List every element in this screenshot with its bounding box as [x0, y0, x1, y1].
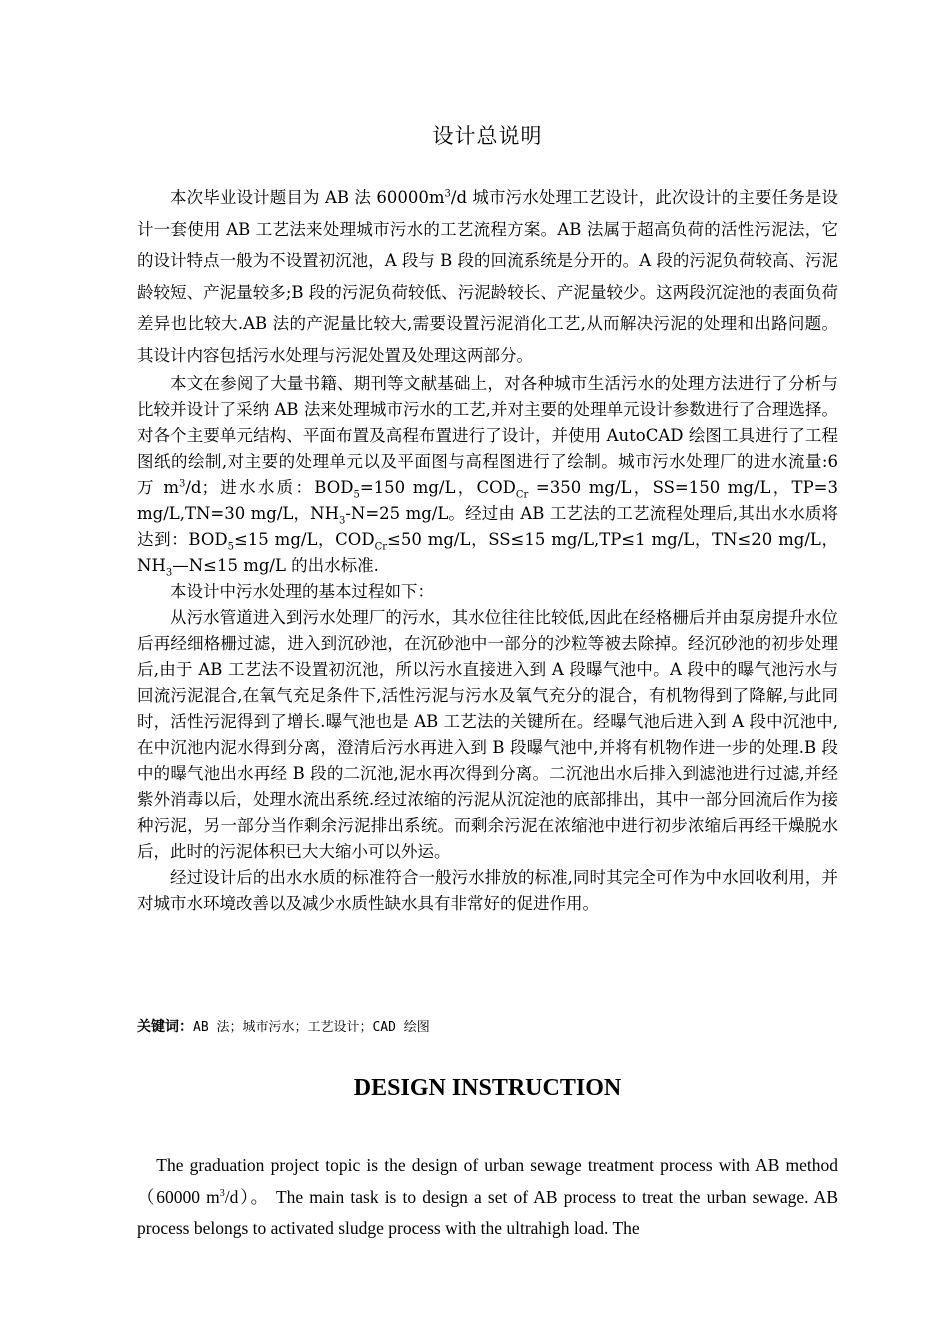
en-paragraph-1-text-b: /d）。 The main task is to design a set of AB process to treat the urban sewage. AB process belongs to activated sludge process with the ultrahigh load. The — [137, 1186, 838, 1238]
subscript-3: 3 — [338, 515, 346, 527]
paragraph-2-text-b: /d；进水水质：BOD — [185, 478, 354, 497]
paragraph-1 — [137, 182, 838, 371]
cn-abstract — [137, 182, 838, 917]
cn-title: 设计总说明 — [432, 124, 543, 148]
paragraph-4: 从污水管道进入到污水处理厂的污水，其水位往往比较低,因此在经格栅后并由泵房提升水位后再经细格栅过滤，进入到沉砂池，在沉砂池中一部分的沙粒等被去除掉。经沉砂池的初步处理后,由于 AB 工艺法不设置初沉池，所以污水直接进入到 A 段曝气池中。A 段中的曝气池污水与回流污泥混合,在氧气充足条件下,活性污泥与污水及氧气充分的混合，有机物得到了降解,与此同时，活性污泥得到了增长.曝气池也是 AB 工艺法的关键所在。经曝气池后进入到 A 段中沉池中,在中沉池内泥水得到分离，澄清后污水再进入到 B 段曝气池中,并将有机物作进一步的处理.B 段中的曝气池出水再经 B 段的二沉池,泥水再次得到分离。二沉池出水后排入到滤池进行过滤,并经紫外消毒以后，处理水流出系统.经过浓缩的污泥从沉淀池的底部排出，其中一部分回流后作为接种污泥，另一部分当作剩余污泥排出系统。而剩余污泥在浓缩池中进行初步浓缩后再经干燥脱水后，此时的污泥体积已大大缩小可以外运。 — [137, 608, 838, 861]
paragraph-2-text-f: ≤15 mg/L，COD — [233, 530, 375, 549]
paragraph-2 — [137, 371, 838, 579]
superscript-3: 3 — [219, 1187, 225, 1199]
paragraph-2-text-e: -N=25 mg/L。经过由 AB 工艺法的工艺流程处理后,其出水水质将达到：BOD — [137, 504, 838, 549]
keywords-label: 关键词： — [137, 1019, 193, 1035]
subscript-5: 5 — [227, 541, 234, 553]
subscript-cr: Cr — [374, 541, 388, 553]
paragraph-1-text-b: /d 城市污水处理工艺设计，此次设计的主要任务是设计一套使用 AB 工艺法来处理城市污水的工艺流程方案。AB 法属于超高负荷的活性污泥法，它的设计特点一般为不设置初沉池，A 段与 B 段的回流系统是分开的。A 段的污泥负荷较高、污泥龄较短、产泥量较多;B 段的污泥负荷较低、污泥龄较长、产泥量较少。这两段沉淀池的表面负荷差异也比较大.AB 法的产泥量比较大,需要设置污泥消化工艺,从而解决污泥的处理和出路问题。其设计内容包括污水处理与污泥处置及处理这两部分。 — [137, 188, 838, 365]
paragraph-5: 经过设计后的出水水质的标准符合一般污水排放的标准,同时其完全可作为中水回收利用，并对城市水环境改善以及减少水质性缺水具有非常好的促进作用。 — [137, 868, 838, 913]
subscript-5: 5 — [353, 489, 360, 501]
en-title: DESIGN INSTRUCTION — [353, 1075, 622, 1101]
superscript-3: 3 — [179, 478, 186, 490]
subscript-cr: Cr — [515, 489, 529, 501]
keywords-text: AB 法；城市污水；工艺设计；CAD 绘图 — [193, 1020, 430, 1035]
subscript-3: 3 — [165, 567, 173, 579]
en-paragraph-1-text-a: The graduation project topic is the design of urban sewage treatment process with AB method（60000 m — [137, 1155, 838, 1207]
paragraph-1-text-a: 本次毕业设计题目为 AB 法 60000m — [170, 188, 445, 207]
paragraph-2-text-g: ≤50 mg/L，SS≤15 mg/L,TP≤1 mg/L，TN≤20 mg/L，NH — [137, 530, 839, 575]
paragraph-2-text-d: =350 mg/L，SS=150 mg/L，TP=3 mg/L,TN=30 mg/L，NH — [137, 478, 838, 523]
superscript-3: 3 — [444, 188, 451, 200]
paragraph-3: 本设计中污水处理的基本过程如下： — [170, 582, 434, 601]
paragraph-2-text-c: =150 mg/L，COD — [359, 478, 516, 497]
paragraph-2-text-a: 本文在参阅了大量书籍、期刊等文献基础上，对各种城市生活污水的处理方法进行了分析与比较并设计了采纳 AB 法来处理城市污水的工艺,并对主要的处理单元设计参数进行了合理选择。对各个主要单元结构、平面布置及高程布置进行了设计，并使用 AutoCAD 绘图工具进行了工程图纸的绘制,对主要的处理单元以及平面图与高程图进行了绘制。城市污水处理厂的进水流量:6 万 m — [137, 374, 838, 497]
paragraph-2-text-h: —N≤15 mg/L 的出水标准. — [172, 556, 379, 575]
en-paragraph-1 — [137, 1150, 838, 1245]
en-abstract — [137, 1150, 838, 1245]
keywords — [137, 1017, 838, 1038]
